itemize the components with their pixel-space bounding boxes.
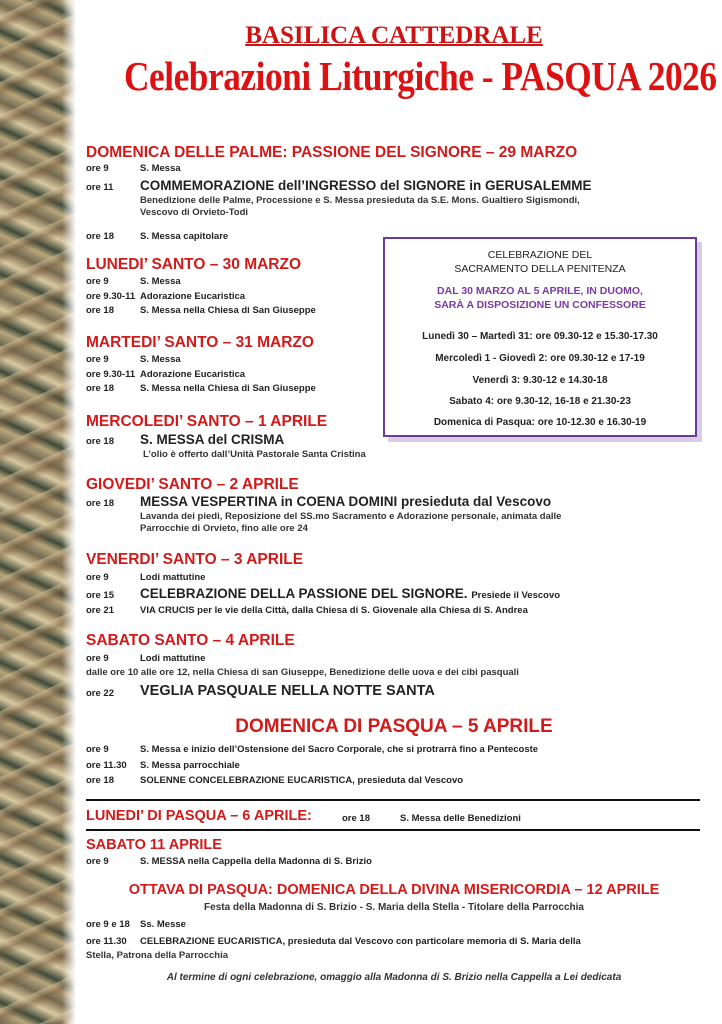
time: ore 9.30-11 xyxy=(86,369,136,380)
event-detail: Benedizione delle Palme, Processione e S. Messa presieduta da S.E. Mons. Gualtiero Sigismondi, xyxy=(140,195,580,206)
event: Lodi mattutine xyxy=(140,653,206,664)
time: ore 9 e 18 xyxy=(86,919,130,930)
time: ore 9 xyxy=(86,856,109,867)
time: ore 18 xyxy=(86,436,114,447)
time: ore 18 xyxy=(86,231,114,242)
time: ore 11.30 xyxy=(86,760,127,771)
box-schedule-line: Sabato 4: ore 9.30-12, 16-18 e 21.30-23 xyxy=(449,396,631,407)
time: ore 9.30-11 xyxy=(86,291,136,302)
heading-sabato-11: SABATO 11 APRILE xyxy=(86,837,222,853)
divider xyxy=(86,829,700,831)
heading-giovedi-santo: GIOVEDI’ SANTO – 2 APRILE xyxy=(86,476,299,493)
event-detail: Vescovo di Orvieto-Todi xyxy=(140,207,249,218)
event-detail: L’olio è offerto dall’Unità Pastorale Santa Cristina xyxy=(143,449,366,460)
time: ore 18 xyxy=(86,498,114,509)
time: ore 9 xyxy=(86,744,109,755)
event-detail: Stella, Patrona della Parrocchia xyxy=(86,950,229,961)
event: VEGLIA PASQUALE NELLA NOTTE SANTA xyxy=(140,683,435,699)
event-note: Presiede il Vescovo xyxy=(471,590,561,601)
event-detail: Lavanda dei piedi, Reposizione del SS.mo Sacramento e Adorazione personale, animata dalle xyxy=(140,511,562,522)
event: Adorazione Eucaristica xyxy=(140,369,246,380)
heading-ottava-di-pasqua: OTTAVA DI PASQUA: DOMENICA DELLA DIVINA MISERICORDIA – 12 APRILE xyxy=(128,882,660,898)
ottava-subtitle: Festa della Madonna di S. Brizio - S. Maria della Stella - Titolare della Parrocchia xyxy=(204,902,584,913)
event: S. Messa xyxy=(140,276,181,287)
event: Lodi mattutine xyxy=(140,572,206,583)
event: CELEBRAZIONE EUCARISTICA, presieduta dal Vescovo con particolare memoria di S. Maria della xyxy=(140,936,581,947)
event: COMMEMORAZIONE dell’INGRESSO del SIGNORE in GERUSALEMME xyxy=(140,178,592,193)
event: S. MESSA nella Cappella della Madonna di S. Brizio xyxy=(140,856,372,867)
poster-title: Celebrazioni Liturgiche - PASQUA 2026 xyxy=(123,53,717,99)
heading-palme: DOMENICA DELLE PALME: PASSIONE DEL SIGNORE – 29 MARZO xyxy=(86,144,578,161)
time: ore 18 xyxy=(86,305,114,316)
heading-venerdi-santo: VENERDI’ SANTO – 3 APRILE xyxy=(86,551,304,568)
event: S. Messa nella Chiesa di San Giuseppe xyxy=(140,383,316,394)
box-schedule-line: Mercoledì 1 - Giovedì 2: ore 09.30-12 e 17-19 xyxy=(435,353,645,364)
event: S. Messa delle Benedizioni xyxy=(400,813,521,824)
event: S. Messa xyxy=(140,163,181,174)
box-title: SACRAMENTO DELLA PENITENZA xyxy=(454,263,626,275)
heading-mercoledi-santo: MERCOLEDI’ SANTO – 1 APRILE xyxy=(86,413,328,430)
event: VIA CRUCIS per le vie della Città, dalla Chiesa di S. Giovenale alla Chiesa di S. Andrea xyxy=(140,605,528,616)
event-detail: Parrocchie di Orvieto, fino alle ore 24 xyxy=(140,523,308,534)
time: ore 18 xyxy=(342,813,370,824)
event-detail: dalle ore 10 alle ore 12, nella Chiesa di san Giuseppe, Benedizione delle uova e dei cibi pasquali xyxy=(86,667,519,678)
time: ore 22 xyxy=(86,688,114,699)
box-notice: DAL 30 MARZO AL 5 APRILE, IN DUOMO, xyxy=(437,285,643,297)
decorative-column-image xyxy=(0,0,76,1024)
footer-note: Al termine di ogni celebrazione, omaggio alla Madonna di S. Brizio nella Cappella a Lei dedicata xyxy=(166,972,622,983)
time: ore 11.30 xyxy=(86,936,127,947)
event: S. Messa e inizio dell’Ostensione del Sacro Corporale, che si protrarrà fino a Pentecoste xyxy=(140,744,539,755)
time: ore 9 xyxy=(86,276,109,287)
event: S. Messa parrocchiale xyxy=(140,760,240,771)
heading-lunedi-santo: LUNEDI’ SANTO – 30 MARZO xyxy=(86,256,302,273)
event: CELEBRAZIONE DELLA PASSIONE DEL SIGNORE. Presiede il Vescovo xyxy=(140,586,561,601)
box-title: CELEBRAZIONE DEL xyxy=(487,249,593,261)
box-schedule-line: Domenica di Pasqua: ore 10-12.30 e 16.30-19 xyxy=(433,417,647,428)
event: Ss. Messe xyxy=(140,919,186,930)
divider xyxy=(86,799,700,801)
time: ore 9 xyxy=(86,354,109,365)
time: ore 18 xyxy=(86,383,114,394)
event: S. Messa capitolare xyxy=(140,231,229,242)
time: ore 9 xyxy=(86,163,109,174)
time: ore 15 xyxy=(86,590,114,601)
event: S. Messa xyxy=(140,354,181,365)
time: ore 18 xyxy=(86,775,114,786)
box-schedule-line: Venerdì 3: 9.30-12 e 14.30-18 xyxy=(472,375,608,386)
heading-martedi-santo: MARTEDI’ SANTO – 31 MARZO xyxy=(86,334,314,351)
church-name: BASILICA CATTEDRALE xyxy=(245,22,543,49)
event: SOLENNE CONCELEBRAZIONE EUCARISTICA, presieduta dal Vescovo xyxy=(140,775,464,786)
event: S. MESSA del CRISMA xyxy=(140,432,285,447)
time: ore 21 xyxy=(86,605,114,616)
event: S. Messa nella Chiesa di San Giuseppe xyxy=(140,305,316,316)
event: MESSA VESPERTINA in COENA DOMINI presieduta dal Vescovo xyxy=(140,494,552,509)
heading-lunedi-di-pasqua: LUNEDI’ DI PASQUA – 6 APRILE: xyxy=(86,808,312,824)
heading-domenica-di-pasqua: DOMENICA DI PASQUA – 5 APRILE xyxy=(235,716,553,737)
event: Adorazione Eucaristica xyxy=(140,291,246,302)
time: ore 9 xyxy=(86,653,109,664)
confession-schedule-box xyxy=(383,237,697,437)
poster-content xyxy=(80,0,717,1024)
box-schedule-line: Lunedì 30 – Martedì 31: ore 09.30-12 e 15.30-17.30 xyxy=(422,331,658,342)
time: ore 9 xyxy=(86,572,109,583)
time: ore 11 xyxy=(86,182,114,193)
heading-sabato-santo: SABATO SANTO – 4 APRILE xyxy=(86,632,295,649)
box-notice: SARÀ A DISPOSIZIONE UN CONFESSORE xyxy=(434,299,646,311)
